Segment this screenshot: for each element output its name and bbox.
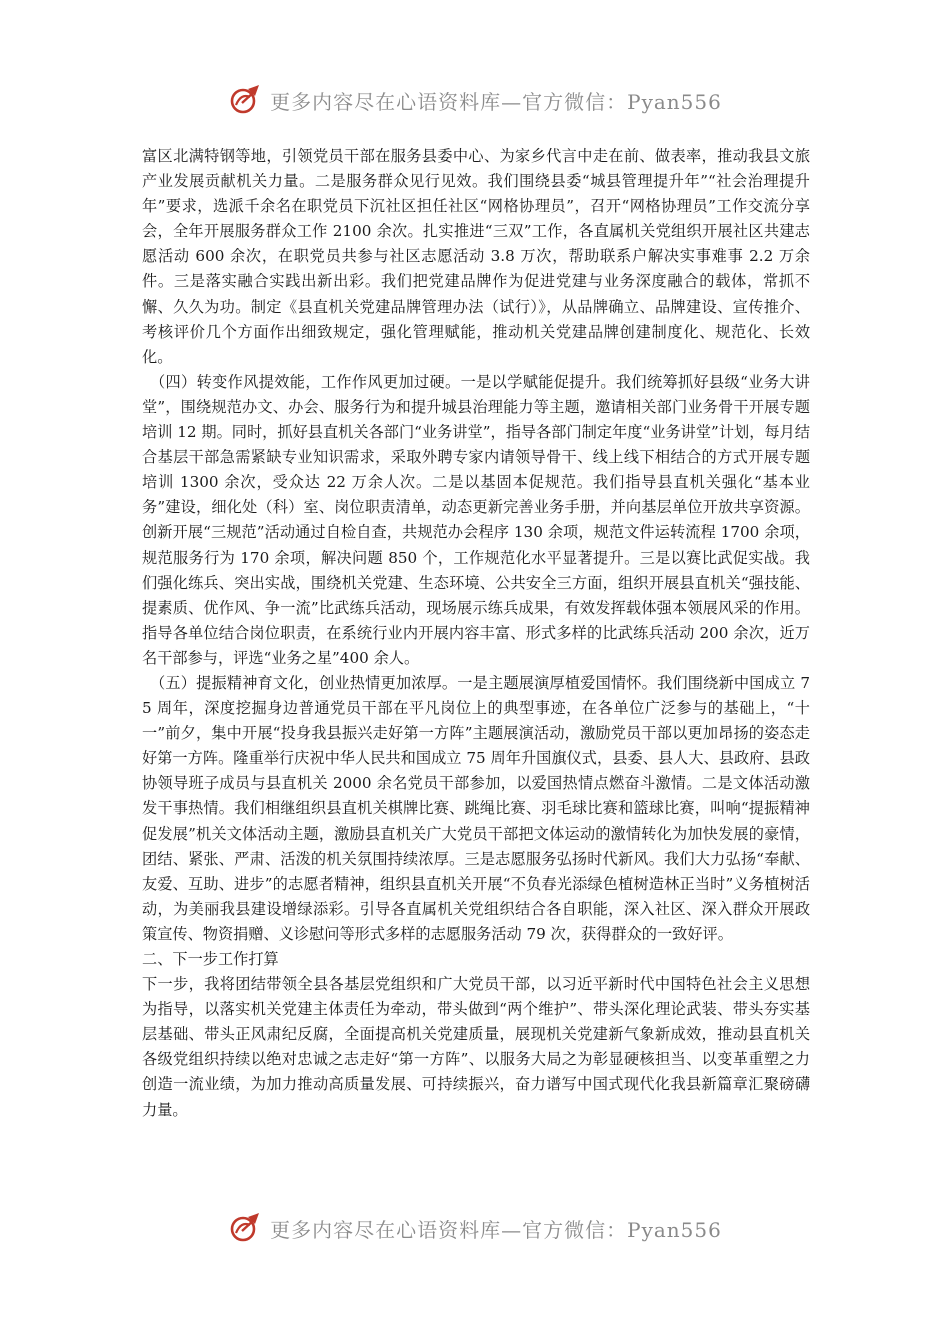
paragraph-section-five: （五）提振精神育文化，创业热情更加浓厚。一是主题展演厚植爱国情怀。我们围绕新中国成立 75 周年，深度挖掘身边普通党员干部在平凡岗位上的典型事迹，在各单位广泛参与的基础上，“十一”前夕，集中开展“投身我县振兴走好第一方阵”主题展演活动，激励党员干部以更加昂扬的姿态走好第一方阵。隆重举行庆祝中华人民共和国成立 75 周年升国旗仪式，县委、县人大、县政府、县政协领导班子成员与县直机关 2000 余名党员干部参加，以爱国热情点燃奋斗激情。二是文体活动激发干事热情。我们相继组织县直机关棋牌比赛、跳绳比赛、羽毛球比赛和篮球比赛，叫响“提振精神促发展”机关文体活动主题，激励县直机关广大党员干部把文体运动的激情转化为加快发展的豪情，团结、紧张、严肃、活泼的机关氛围持续浓厚。三是志愿服务弘扬时代新风。我们大力弘扬“奉献、友爱、互助、进步”的志愿者精神，组织县直机关开展“不负春光添绿色植树造林正当时”义务植树活动，为美丽我县建设增绿添彩。引导各直属机关党组织结合各自职能，深入社区、深入群众开展政策宣传、物资捐赠、义诊慰问等形式多样的志愿服务活动 79 次，获得群众的一致好评。 — [142, 673, 810, 943]
paragraph-next-steps: 下一步，我将团结带领全县各基层党组织和广大党员干部，以习近平新时代中国特色社会主义思想为指导，以落实机关党建主体责任为牵动，带头做到“两个维护”、带头深化理论武装、带头夯实基层基础、带头正风肃纪反腐，全面提高机关党建质量，展现机关党建新气象新成效，推动县直机关各级党组织持续以绝对忠诚之志走好“第一方阵”、以服务大局之为彰显硬核担当、以变革重塑之力创造一流业绩，为加力推动高质量发展、可持续振兴，奋力谱写中国式现代化我县新篇章汇聚磅礴力量。 — [142, 975, 810, 1119]
paragraph-section-four: （四）转变作风提效能，工作作风更加过硬。一是以学赋能促提升。我们统筹抓好县级“业务大讲堂”，围绕规范办文、办会、服务行为和提升城县治理能力等主题，邀请相关部门业务骨干开展专题培训 12 期。同时，抓好县直机关各部门“业务讲堂”，指导各部门制定年度“业务讲堂”计划，每月结合基层干部急需紧缺专业知识需求，采取外聘专家内请领导骨干、线上线下相结合的方式开展专题培训 1300 余次，受众达 22 万余人次。二是以基固本促规范。我们指导县直机关强化“基本业务”建设，细化处（科）室、岗位职责清单，动态更新完善业务手册，并向基层单位开放共享资源。创新开展“三规范”活动通过自检自查，共规范办会程序 130 余项，规范文件运转流程 1700 余项，规范服务行为 170 余项，解决问题 850 个，工作规范化水平显著提升。三是以赛比武促实战。我们强化练兵、突出实战，围绕机关党建、生态环境、公共安全三方面，组织开展县直机关“强技能、提素质、优作风、争一流”比武练兵活动，现场展示练兵成果，有效发挥载体强本领展风采的作用。指导各单位结合岗位职责，在系统行业内开展内容丰富、形式多样的比武练兵活动 200 余次，近万名干部参与，评选“业务之星”400 余人。 — [142, 372, 810, 667]
footer-banner — [0, 1208, 950, 1248]
pen-logo-icon — [228, 1211, 262, 1245]
pen-logo-icon — [228, 83, 262, 117]
document-body — [142, 144, 810, 1123]
header-banner-text: 更多内容尽在心语资料库—官方微信：Pyan556 — [270, 89, 722, 114]
section-heading-next-steps: 二、下一步工作打算 — [142, 950, 279, 968]
paragraph-service: 富区北满特钢等地，引领党员干部在服务县委中心、为家乡代言中走在前、做表率，推动我县文旅产业发展贡献机关力量。二是服务群众见行见效。我们围绕县委“城县管理提升年”“社会治理提升年”要求，选派千余名在职党员下沉社区担任社区“网格协理员”，召开“网格协理员”工作交流分享会，全年开展服务群众工作 2100 余次。扎实推进“三双”工作，各直属机关党组织开展社区共建志愿活动 600 余次，在职党员共参与社区志愿活动 3.8 万次，帮助联系户解决实事难事 2.2 万余件。三是落实融合实践出新出彩。我们把党建品牌作为促进党建与业务深度融合的载体，常抓不懈、久久为功。制定《县直机关党建品牌管理办法（试行）》，从品牌确立、品牌建设、宣传推介、考核评价几个方面作出细致规定，强化管理赋能，推动机关党建品牌创建制度化、规范化、长效化。 — [142, 147, 810, 366]
footer-banner-text: 更多内容尽在心语资料库—官方微信：Pyan556 — [270, 1217, 722, 1242]
header-banner — [0, 80, 950, 120]
